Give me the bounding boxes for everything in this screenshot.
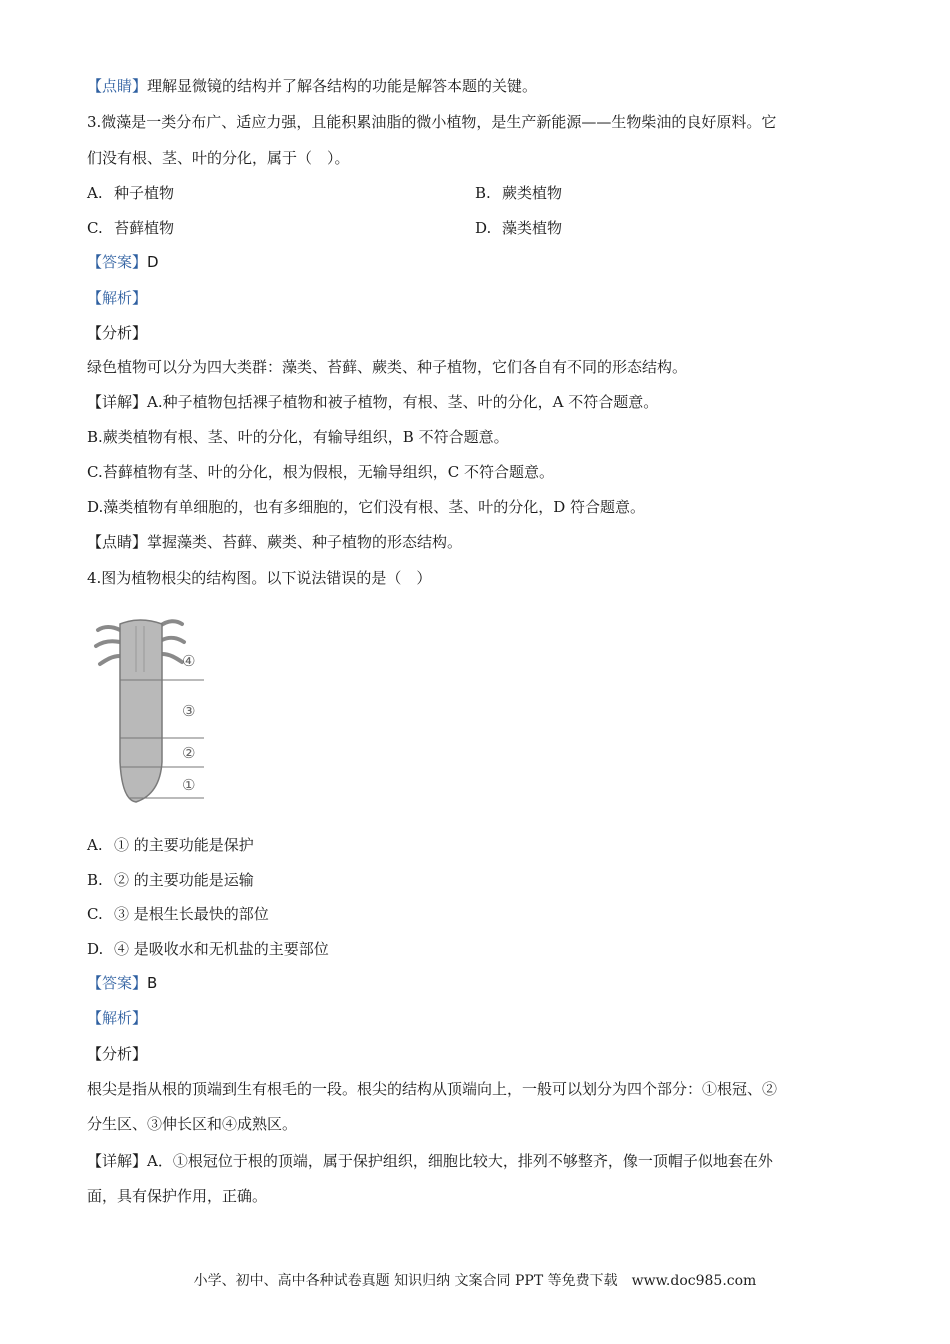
q4-answer [87, 973, 870, 993]
option-letter: C. [87, 905, 103, 923]
option-text: 苔藓植物 [114, 219, 175, 237]
root-tip-diagram [90, 612, 220, 812]
option-letter: D. [475, 219, 492, 237]
tip-tag: 【点睛】 [87, 533, 148, 551]
option-text: 蕨类植物 [502, 184, 563, 202]
tip-text: 掌握藻类、苔藓、蕨类、种子植物的形态结构。 [147, 533, 463, 551]
root-hair [160, 621, 182, 626]
q2-tip [87, 76, 870, 96]
root-hair [98, 627, 120, 630]
q3-stem-line1: 3.微藻是一类分布广、适应力强，且能积累油脂的微小植物，是生产新能源——生物柴油的良好原料。它 [87, 113, 777, 131]
option-text: ① 的主要功能是保护 [114, 836, 254, 854]
answer-tag: 【答案】 [87, 253, 148, 271]
page-footer: 小学、初中、高中各种试卷真题 知识归纳 文案合同 PPT 等免费下载 www.doc985.com [193, 1273, 757, 1289]
q4-detail-line1 [87, 1151, 870, 1171]
option-text: ④ 是吸收水和无机盐的主要部位 [114, 940, 329, 958]
q3-tip [87, 532, 870, 552]
root-hair [162, 654, 182, 662]
q4-option-b [87, 870, 254, 890]
q3-option-d [475, 218, 562, 238]
option-letter: B. [475, 184, 491, 202]
tip-tag: 【点睛】 [87, 77, 148, 95]
q3-option-a [87, 183, 174, 203]
q4-stem: 4.图为植物根尖的结构图。以下说法错误的是（ ） [87, 569, 432, 587]
q4-option-a [87, 835, 254, 855]
root-tip-figure [90, 612, 220, 812]
q3-fenxi-text: 绿色植物可以分为四大类群：藻类、苔藓、蕨类、种子植物，它们各自有不同的形态结构。 [87, 358, 688, 376]
q4-analysis-tag [87, 1008, 870, 1028]
option-letter: A. [87, 184, 103, 202]
label-zone-4: ④ [182, 652, 196, 670]
root-hair [96, 641, 120, 646]
analysis-tag: 【解析】 [87, 1009, 148, 1027]
answer-tag: 【答案】 [87, 974, 148, 992]
q3-option-b [475, 183, 562, 203]
tip-text: 理解显微镜的结构并了解各结构的功能是解答本题的关键。 [147, 77, 538, 95]
root-hair [162, 638, 184, 642]
label-zone-2: ② [182, 744, 196, 762]
option-text: 藻类植物 [502, 219, 563, 237]
label-zone-1: ① [182, 776, 196, 794]
root-body [120, 620, 162, 802]
q3-stem-line2: 们没有根、茎、叶的分化，属于（ ）。 [87, 149, 350, 167]
option-text: 种子植物 [114, 184, 175, 202]
q3-option-c [87, 218, 174, 238]
q4-option-d [87, 939, 329, 959]
q3-answer [87, 252, 870, 272]
answer-value: D [147, 253, 159, 271]
q4-detail-line2: 面，具有保护作用，正确。 [87, 1187, 268, 1205]
option-letter: A. [87, 836, 103, 854]
label-zone-3: ③ [182, 702, 196, 720]
q3-detail-c: C.苔藓植物有茎、叶的分化，根为假根，无输导组织，C 不符合题意。 [87, 463, 554, 481]
option-text: ② 的主要功能是运输 [114, 871, 254, 889]
option-letter: B. [87, 871, 103, 889]
answer-value: B [147, 974, 158, 992]
option-letter: C. [87, 219, 103, 237]
detail-tag: 【详解】 [87, 1152, 148, 1170]
q3-analysis-tag [87, 288, 870, 308]
q3-detail-b: B.蕨类植物有根、茎、叶的分化，有输导组织，B 不符合题意。 [87, 428, 509, 446]
q3-fenxi-tag: 【分析】 [87, 324, 148, 342]
detail-text: A．①根冠位于根的顶端，属于保护组织，细胞比较大，排列不够整齐，像一顶帽子似地套在外 [147, 1152, 773, 1170]
root-hair [100, 656, 120, 664]
detail-text: A.种子植物包括裸子植物和被子植物，有根、茎、叶的分化，A 不符合题意。 [147, 393, 659, 411]
q4-option-c [87, 904, 269, 924]
q3-detail-a [87, 392, 870, 412]
option-letter: D. [87, 940, 104, 958]
q4-fenxi-tag: 【分析】 [87, 1045, 148, 1063]
detail-tag: 【详解】 [87, 393, 148, 411]
analysis-tag: 【解析】 [87, 289, 148, 307]
option-text: ③ 是根生长最快的部位 [114, 905, 269, 923]
q3-detail-d: D.藻类植物有单细胞的，也有多细胞的，它们没有根、茎、叶的分化，D 符合题意。 [87, 498, 646, 516]
q4-fenxi-line1: 根尖是指从根的顶端到生有根毛的一段。根尖的结构从顶端向上，一般可以划分为四个部分：①根冠、② [87, 1080, 778, 1098]
q4-fenxi-line2: 分生区、③伸长区和④成熟区。 [87, 1115, 298, 1133]
